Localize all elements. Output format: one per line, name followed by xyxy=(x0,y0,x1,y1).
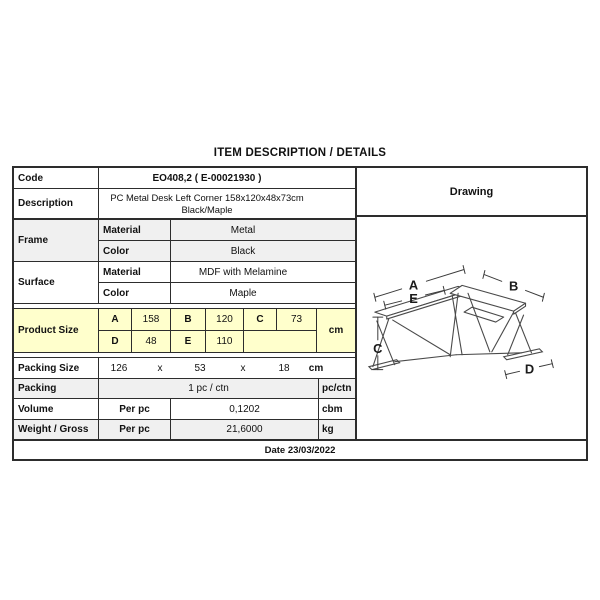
dim-d-value: 48 xyxy=(132,331,171,352)
frame-color-label: Color xyxy=(99,241,171,261)
frame-color-row xyxy=(99,241,355,261)
dim-d-label: D xyxy=(524,361,535,377)
surface-color-label: Color xyxy=(99,283,171,303)
packing-value: 1 pc / ctn xyxy=(188,383,229,394)
description-row xyxy=(14,189,355,220)
spec-left-section xyxy=(14,168,357,439)
code-value: EO408,2 ( E-00021930 ) xyxy=(152,172,262,184)
volume-basis: Per pc xyxy=(99,399,171,419)
code-row xyxy=(14,168,355,189)
weight-basis: Per pc xyxy=(99,420,171,439)
size-row-1 xyxy=(99,309,316,331)
packing-size-x2: x xyxy=(240,362,246,374)
surface-group xyxy=(14,262,355,304)
packing-size-length: 126 xyxy=(110,362,128,374)
item-spec-table xyxy=(12,166,588,461)
size-unit-cell: cm xyxy=(316,309,355,352)
size-empty-cell xyxy=(244,331,316,352)
description-line1: PC Metal Desk Left Corner 158x120x48x73cm xyxy=(110,191,304,203)
dim-a-key: A xyxy=(99,309,132,330)
weight-value: 21,6000 xyxy=(226,424,263,435)
packing-size-height: 18 xyxy=(278,362,290,374)
desk-drawing xyxy=(357,217,586,439)
dim-b-key: B xyxy=(171,309,206,330)
surface-color-row xyxy=(99,283,355,303)
volume-unit: cbm xyxy=(318,399,355,419)
frame-material-label: Material xyxy=(99,220,171,240)
dim-d-key: D xyxy=(99,331,132,352)
dim-b-line-1 xyxy=(484,274,502,281)
description-line2: Black/Maple xyxy=(181,203,233,215)
frame-material-row xyxy=(99,220,355,241)
dim-b-line-2 xyxy=(526,290,544,297)
dim-c-key: C xyxy=(244,309,277,330)
dim-c-value: 73 xyxy=(290,314,303,325)
packing-size-label: Packing Size xyxy=(14,358,99,378)
weight-label: Weight / Gross xyxy=(14,420,99,439)
frame-material-value: Metal xyxy=(230,224,256,236)
dim-b-label: B xyxy=(508,278,519,294)
date-row xyxy=(14,439,586,459)
packing-unit: pc/ctn xyxy=(318,379,355,398)
dim-e-key: E xyxy=(171,331,206,352)
description-value xyxy=(99,189,355,218)
volume-label: Volume xyxy=(14,399,99,419)
dim-a-label: A xyxy=(408,277,419,293)
surface-material-row xyxy=(99,262,355,283)
weight-unit: kg xyxy=(318,420,355,439)
dim-a-line-2 xyxy=(426,270,464,282)
dim-c-label: C xyxy=(373,340,383,356)
right-leg-1 xyxy=(516,313,532,353)
product-size-group xyxy=(14,309,355,353)
frame-color-value: Black xyxy=(230,245,256,257)
dim-a-value: 158 xyxy=(132,309,171,330)
packing-size-values xyxy=(99,358,355,378)
table-main xyxy=(14,168,586,439)
product-size-grid xyxy=(99,309,316,352)
weight-row xyxy=(14,420,355,439)
dim-b-value: 120 xyxy=(206,309,244,330)
frame-label: Frame xyxy=(14,220,99,261)
frame-group xyxy=(14,220,355,262)
packing-size-row xyxy=(14,358,355,379)
desk-tops xyxy=(375,285,526,322)
keyboard-tray xyxy=(464,307,504,322)
page-title: ITEM DESCRIPTION / DETAILS xyxy=(213,147,387,159)
dim-e-value: 110 xyxy=(206,331,244,352)
right-leg-2 xyxy=(508,315,524,355)
dim-d-line-2 xyxy=(539,364,552,367)
stretcher-bar-left xyxy=(395,355,456,362)
volume-value: 0,1202 xyxy=(229,403,260,415)
dim-a-line-1 xyxy=(375,289,402,297)
surface-color-value: Maple xyxy=(229,287,257,299)
surface-material-label: Material xyxy=(99,262,171,282)
packing-size-width: 53 xyxy=(194,362,206,374)
description-label: Description xyxy=(14,189,99,218)
dim-e-label: E xyxy=(409,291,418,307)
date-text: Date 23/03/2022 xyxy=(264,444,336,456)
dim-d-line-1 xyxy=(506,371,520,374)
surface-rows xyxy=(99,262,355,303)
surface-material-value: MDF with Melamine xyxy=(198,266,288,278)
drawing-area xyxy=(357,217,586,439)
code-label: Code xyxy=(14,168,99,188)
packing-label: Packing xyxy=(14,379,99,398)
surface-label: Surface xyxy=(14,262,99,303)
packing-size-x1: x xyxy=(157,362,163,374)
volume-row xyxy=(14,399,355,420)
frame-rows xyxy=(99,220,355,261)
size-row-2 xyxy=(99,331,316,352)
product-size-label: Product Size xyxy=(14,309,99,352)
packing-row xyxy=(14,379,355,399)
support-wire-3 xyxy=(393,320,450,355)
drawing-section xyxy=(357,168,586,439)
packing-size-unit: cm xyxy=(308,362,324,374)
drawing-header: Drawing xyxy=(357,168,586,217)
